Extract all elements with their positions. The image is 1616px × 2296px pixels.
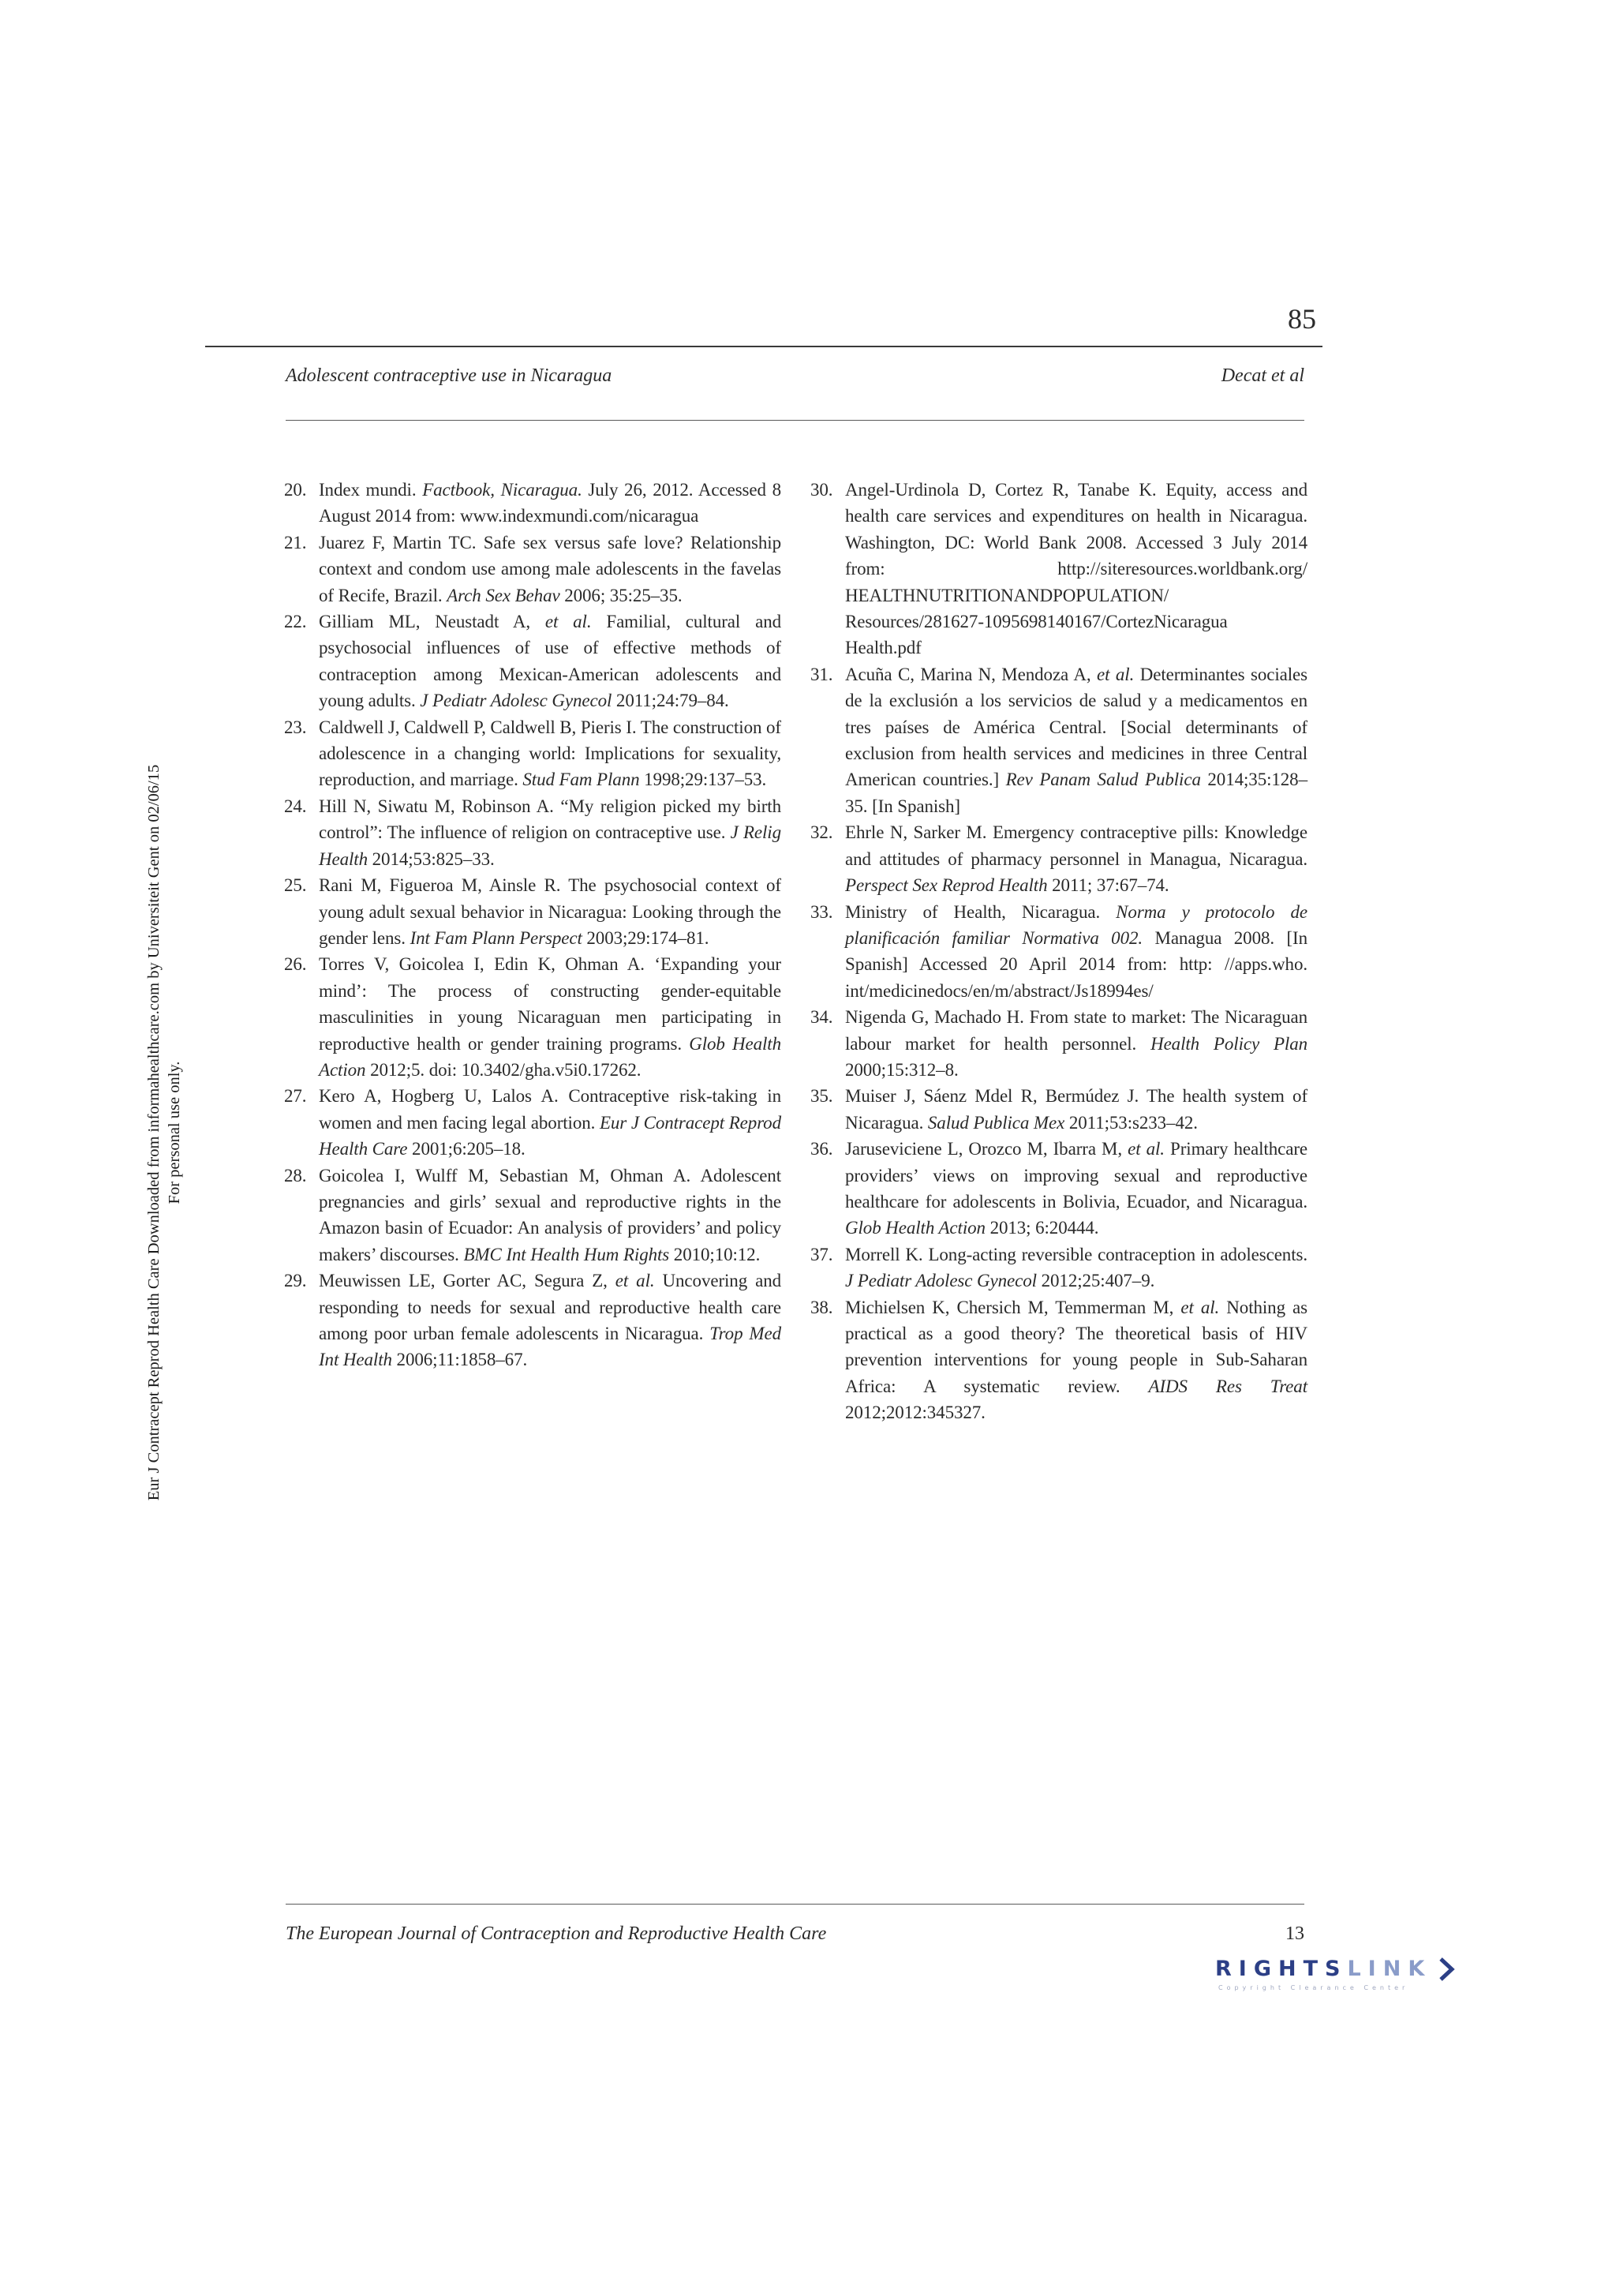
reference-text: Torres V, Goicolea I, Edin K, Ohman A. ‘Expanding your mind’: The process of constructing gender-equitable masculinities in young Nicaraguan men participating in reproductive health or gender training programs. Glob Health Action 2012;5. doi: 10.3402/gha.v5i0.17262. [319, 954, 781, 1080]
reference-text: Angel-Urdinola D, Cortez R, Tanabe K. Equity, access and health care services and expenditures on health in Nicaragua. Washington, DC: World Bank 2008. Accessed 3 July 2014 from: http://siteresources.worldbank.org/ HEALTHNUTRITIONANDPOPULATION/ Resources/281627-1095698140167/CortezNicaragua Health.pdf [845, 480, 1307, 658]
reference-item [284, 951, 781, 1083]
footer-page-number: 13 [1285, 1923, 1304, 1944]
running-title: Adolescent contraceptive use in Nicaragua [286, 365, 612, 386]
running-authors: Decat et al [1221, 365, 1304, 386]
reference-text: Index mundi. Factbook, Nicaragua. July 26, 2012. Accessed 8 August 2014 from: www.indexmundi.com/nicaragua [319, 480, 781, 526]
reference-item [810, 899, 1307, 1005]
journal-page-number: 85 [1288, 303, 1316, 335]
reference-item [810, 819, 1307, 898]
reference-text: Morrell K. Long-acting reversible contraception in adolescents. J Pediatr Adolesc Gynecol 2012;25:407–9. [845, 1244, 1307, 1291]
reference-text: Caldwell J, Caldwell P, Caldwell B, Pieris I. The construction of adolescence in a changing world: Implications for sexuality, reproduction, and marriage. Stud Fam Plann 1998;29:137–53. [319, 717, 781, 790]
reference-text: Ministry of Health, Nicaragua. Norma y protocolo de planificación familiar Normativa 002. Managua 2008. [In Spanish] Accessed 20 April 2014 from: http: //apps.who. int/medicinedocs/en/m/abstract/Js18994es/ [845, 901, 1308, 1001]
reference-item [810, 1294, 1307, 1426]
reference-number: 26. [284, 954, 307, 975]
reference-item [810, 1242, 1307, 1294]
reference-item [284, 530, 781, 609]
reference-text: Ehrle N, Sarker M. Emergency contraceptive pills: Knowledge and attitudes of pharmacy personnel in Managua, Nicaragua. Perspect Sex Reprod Health 2011; 37:67–74. [845, 822, 1307, 896]
reference-number: 33. [810, 901, 833, 922]
reference-number: 36. [810, 1139, 833, 1159]
logo-tagline: Copyright Clearance Center [1218, 1984, 1409, 1991]
reference-text: Kero A, Hogberg U, Lalos A. Contraceptive risk-taking in women and men facing legal abortion. Eur J Contracept Reprod Health Care 2001;6:205–18. [319, 1086, 781, 1159]
footer-journal-title: The European Journal of Contraception and Reproductive Health Care [286, 1923, 827, 1944]
running-head [286, 363, 1304, 388]
reference-item [810, 477, 1307, 661]
header-rule-secondary [286, 420, 1304, 421]
reference-text: Hill N, Siwatu M, Robinson A. “My religion picked my birth control”: The influence of religion on contraceptive use. J Relig Health 2014;53:825–33. [319, 796, 782, 869]
references-column-left [284, 477, 781, 1373]
logo-rights-text: RIGHTS [1215, 1957, 1348, 1981]
reference-text: Meuwissen LE, Gorter AC, Segura Z, et al. Uncovering and responding to needs for sexual and reproductive health care among poor urban female adolescents in Nicaragua. Trop Med Int Health 2006;11:1858–67. [319, 1271, 781, 1370]
reference-number: 38. [810, 1297, 833, 1317]
reference-text: Michielsen K, Chersich M, Temmerman M, et al. Nothing as practical as a good theory? The theoretical basis of HIV prevention interventions for young people in Sub-Saharan Africa: A systematic review. AIDS Res Treat 2012;2012:345327. [845, 1297, 1308, 1423]
reference-number: 32. [810, 822, 833, 843]
watermark-line-2: For personal use only. [166, 1061, 183, 1204]
reference-item [284, 477, 781, 530]
reference-item [284, 609, 781, 714]
reference-item [810, 1136, 1307, 1242]
reference-number: 30. [810, 480, 833, 500]
reference-text: Nigenda G, Machado H. From state to market: The Nicaraguan labour market for health personnel. Health Policy Plan 2000;15:312–8. [845, 1007, 1307, 1080]
reference-text: Acuña C, Marina N, Mendoza A, et al. Determinantes sociales de la exclusión a los servicios de salud y a medicamentos en tres países de América Central. [Social determinants of exclusion from health services and medicines in three Central American countries.] Rev Panam Salud Publica 2014;35:128–35. [In Spanish] [845, 664, 1308, 816]
download-watermark [144, 718, 185, 1547]
reference-item [284, 793, 781, 872]
reference-number: 24. [284, 796, 307, 816]
reference-item [810, 1004, 1307, 1083]
reference-number: 31. [810, 664, 833, 684]
reference-number: 25. [284, 875, 307, 896]
reference-item [284, 1083, 781, 1162]
footer-rule [286, 1904, 1304, 1905]
references-column-right [810, 477, 1307, 1426]
reference-number: 35. [810, 1086, 833, 1107]
reference-number: 34. [810, 1007, 833, 1028]
reference-text: Jaruseviciene L, Orozco M, Ibarra M, et al. Primary healthcare providers’ views on improving sexual and reproductive healthcare for adolescents in Bolivia, Ecuador, and Nicaragua. Glob Health Action 2013; 6:20444. [845, 1139, 1307, 1238]
reference-item [284, 1163, 781, 1268]
reference-text: Juarez F, Martin TC. Safe sex versus safe love? Relationship context and condom use among male adolescents in the favelas of Recife, Brazil. Arch Sex Behav 2006; 35:25–35. [319, 532, 781, 605]
reference-number: 20. [284, 480, 307, 500]
reference-number: 27. [284, 1086, 307, 1107]
watermark-line-1: Eur J Contracept Reprod Health Care Downloaded from informahealthcare.com by Universiteit Gent on 02/06/15 [145, 764, 163, 1501]
reference-text: Rani M, Figueroa M, Ainsle R. The psychosocial context of young adult sexual behavior in Nicaragua: Looking through the gender lens. Int Fam Plann Perspect 2003;29:174–81. [319, 875, 781, 948]
reference-item [284, 1268, 781, 1373]
logo-chevron-icon [1436, 1957, 1457, 1981]
reference-item [284, 714, 781, 793]
reference-number: 21. [284, 532, 307, 552]
reference-text: Goicolea I, Wulff M, Sebastian M, Ohman A. Adolescent pregnancies and girls’ sexual and reproductive rights in the Amazon basin of Ecuador: An analysis of providers’ and policy makers’ discourses. BMC Int Health Hum Rights 2010;10:12. [319, 1165, 781, 1264]
reference-number: 28. [284, 1165, 307, 1185]
reference-number: 22. [284, 612, 307, 632]
reference-number: 23. [284, 717, 307, 737]
reference-text: Muiser J, Sáenz Mdel R, Bermúdez J. The health system of Nicaragua. Salud Publica Mex 2011;53:s233–42. [845, 1086, 1307, 1133]
rightslink-logo [1215, 1956, 1460, 2002]
header-rule [205, 346, 1322, 347]
reference-number: 29. [284, 1271, 307, 1291]
reference-text: Gilliam ML, Neustadt A, et al. Familial, cultural and psychosocial influences of use of effective methods of contraception among Mexican-American adolescents and young adults. J Pediatr Adolesc Gynecol 2011;24:79–84. [319, 612, 781, 711]
reference-item [810, 1083, 1307, 1136]
logo-link-text: LINK [1347, 1957, 1432, 1981]
reference-item [810, 661, 1307, 819]
reference-item [284, 872, 781, 951]
page-footer [286, 1921, 1304, 1946]
reference-number: 37. [810, 1244, 833, 1264]
